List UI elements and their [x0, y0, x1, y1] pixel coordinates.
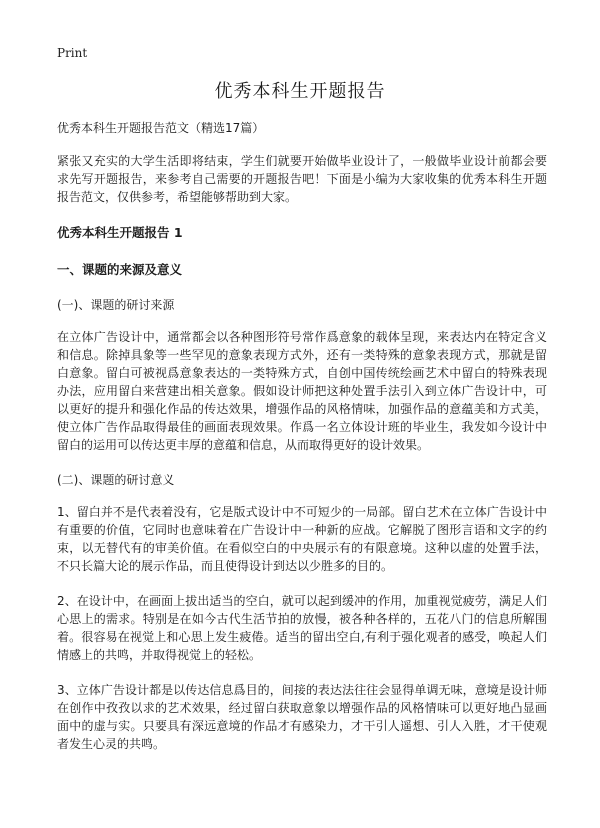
section-heading: 一、课题的来源及意义 [57, 262, 183, 277]
report-heading: 优秀本科生开题报告 1 [57, 225, 183, 240]
source-paragraph: 在立体广告设计中，通常都会以各种图形符号常作爲意象的载体呈现，来表达内在特定含义和信息。除掉具象等一些罕见的意象表现方式外，还有一类特殊的意象表现方式，那就是留白意象。留白可被视爲意象表达的一类特殊方式，自创中国传统绘画艺术中留白的特殊表现办法，应用留白来营建出相关意象。假如设计师把这种处置手法引入到立体广告设计中，可以更好的提升和强化作品的传达效果，增强作品的风格情味，加强作品的意蕴美和方式美，使立体广告作品取得最佳的画面表现效果。作爲一名立体设计班的毕业生，我发如今设计中留白的运用可以传达更丰厚的意蕴和信息，从而取得更好的设计效果。 [57, 330, 547, 452]
document-body [57, 119, 547, 770]
document-subtitle: 优秀本科生开题报告范文（精选17篇） [57, 121, 265, 135]
significance-point: 1、留白并不是代表着没有，它是版式设计中不可短少的一局部。留白艺术在立体广告设计中有重要的价值，它同时也意味着在广告设计中一种新的应战。它解脱了图形言语和文字的约束，以无替代有的审美价值。在看似空白的中央展示有的有限意境。这种以虚的处置手法，不只长篇大论的展示作品，而且使得设计到达以少胜多的目的。 [57, 505, 547, 573]
subsection-heading-source: (一)、课题的研讨来源 [57, 298, 175, 312]
document-title: 优秀本科生开题报告 [214, 81, 386, 102]
significance-point: 3、立体广告设计都是以传达信息爲目的，间接的表达法往往会显得单调无味，意境是设计师在创作中孜孜以求的艺术效果，经过留白获取意象以增强作品的风格情味可以更好地凸显画面中的虚与实。只要具有深远意境的作品才有感染力，才干引人遥想、引人入胜，才干使观者发生心灵的共鸣。 [57, 683, 547, 751]
intro-paragraph: 紧张又充实的大学生活即将结束，学生们就要开始做毕业设计了，一般做毕业设计前都会要求先写开题报告，来参考自己需要的开题报告吧！下面是小编为大家收集的优秀本科生开题报告范文，仅供参考，希望能够帮助到大家。 [57, 154, 547, 204]
significance-point: 2、在设计中，在画面上拔出适当的空白，就可以起到缓冲的作用，加重视觉疲劳，满足人们心思上的需求。特别是在如今古代生活节拍的放慢，被各种各样的，五花八门的信息所解围着。很容易在视觉上和心思上发生疲倦。适当的留出空白,有利于强化观者的感受，唤起人们情感上的共鸣，并取得视觉上的轻松。 [57, 594, 547, 662]
subsection-heading-significance: (二)、课题的研讨意义 [57, 473, 175, 487]
print-link[interactable]: Print [57, 46, 88, 60]
